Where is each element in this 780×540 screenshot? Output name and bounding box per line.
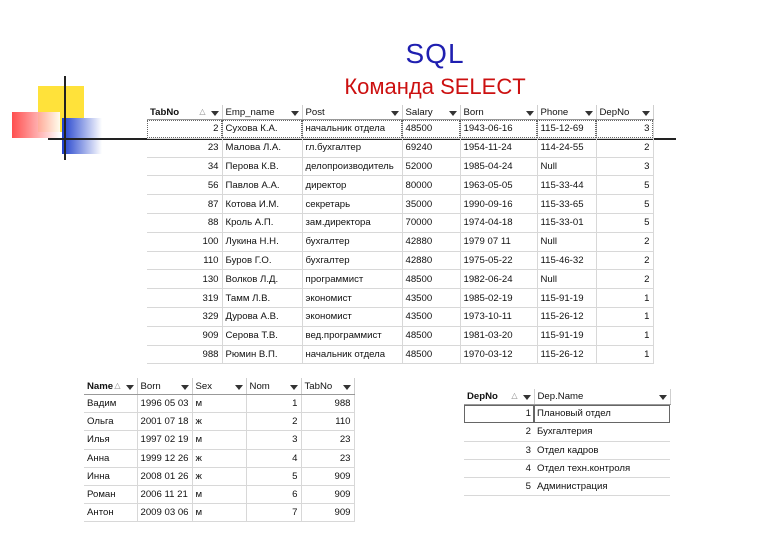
table-cell[interactable]: 1996 05 03 xyxy=(137,395,192,413)
table-cell[interactable]: Буров Г.О. xyxy=(222,251,302,270)
table-row[interactable] xyxy=(84,467,354,485)
table-row[interactable] xyxy=(464,423,670,441)
table-cell[interactable]: 1974-04-18 xyxy=(460,213,537,232)
column-label: Born xyxy=(140,380,161,392)
table-cell[interactable]: Роман xyxy=(84,485,137,503)
table-cell[interactable]: Null xyxy=(537,232,596,251)
table-row[interactable] xyxy=(147,138,653,157)
table-cell[interactable]: 115-46-32 xyxy=(537,251,596,270)
column-label: Post xyxy=(305,106,325,118)
people-header-tabno[interactable] xyxy=(301,378,354,395)
table-cell[interactable]: 329 xyxy=(147,307,222,326)
table-cell[interactable]: Перова К.В. xyxy=(222,157,302,176)
employees-table xyxy=(147,105,654,364)
table-cell[interactable]: ж xyxy=(192,413,246,431)
column-label: Phone xyxy=(540,106,569,118)
dropdown-arrow-icon[interactable] xyxy=(343,385,351,390)
table-cell[interactable]: 1975-05-22 xyxy=(460,251,537,270)
table-row[interactable] xyxy=(84,431,354,449)
dropdown-arrow-icon[interactable] xyxy=(526,111,534,116)
table-cell[interactable]: 23 xyxy=(301,431,354,449)
dropdown-arrow-icon[interactable] xyxy=(291,111,299,116)
table-cell[interactable]: Кроль А.П. xyxy=(222,213,302,232)
table-cell[interactable]: 2 xyxy=(147,120,222,139)
table-cell[interactable]: Null xyxy=(537,270,596,289)
table-row[interactable] xyxy=(147,213,653,232)
table-cell[interactable]: 110 xyxy=(301,413,354,431)
people-header-born[interactable] xyxy=(137,378,192,395)
dropdown-arrow-icon[interactable] xyxy=(449,111,457,116)
departments-table xyxy=(464,389,671,496)
table-cell[interactable]: 130 xyxy=(147,270,222,289)
table-cell[interactable]: Дурова А.В. xyxy=(222,307,302,326)
table-cell[interactable]: Павлов А.А. xyxy=(222,176,302,195)
table-cell[interactable]: 5 xyxy=(596,176,653,195)
table-cell[interactable]: 48500 xyxy=(402,345,460,364)
sort-icon[interactable]: △ xyxy=(199,106,206,116)
table-cell[interactable]: 988 xyxy=(147,345,222,364)
table-cell[interactable]: 1943-06-16 xyxy=(460,120,537,139)
employees-header-born[interactable] xyxy=(460,105,537,120)
table-cell[interactable]: 3 xyxy=(596,120,653,139)
table-row[interactable] xyxy=(147,232,653,251)
table-cell[interactable]: 42880 xyxy=(402,251,460,270)
column-label: Nom xyxy=(249,380,270,392)
table-cell[interactable]: 2008 01 26 xyxy=(137,467,192,485)
table-cell[interactable]: 2009 03 06 xyxy=(137,504,192,522)
table-cell[interactable]: 56 xyxy=(147,176,222,195)
table-cell[interactable]: 42880 xyxy=(402,232,460,251)
table-cell[interactable]: 43500 xyxy=(402,307,460,326)
table-cell[interactable]: 2001 07 18 xyxy=(137,413,192,431)
table-cell[interactable]: ж xyxy=(192,467,246,485)
table-cell[interactable]: бухгалтер xyxy=(302,251,402,270)
slide-subtitle: Команда SELECT xyxy=(344,74,526,99)
table-cell[interactable]: Плановый отдел xyxy=(534,405,670,423)
table-cell[interactable]: 4 xyxy=(464,459,534,477)
table-cell[interactable]: Рюмин В.П. xyxy=(222,345,302,364)
table-row[interactable] xyxy=(147,345,653,364)
table-cell[interactable]: 5 xyxy=(596,213,653,232)
table-cell[interactable]: 2 xyxy=(246,413,301,431)
dropdown-arrow-icon[interactable] xyxy=(659,395,667,400)
table-cell[interactable]: 2 xyxy=(464,423,534,441)
table-cell[interactable]: 115-33-65 xyxy=(537,195,596,214)
table-cell[interactable]: экономист xyxy=(302,289,402,308)
table-cell[interactable]: Отдел кадров xyxy=(534,441,670,459)
table-cell[interactable]: 34 xyxy=(147,157,222,176)
column-label: DepNo xyxy=(467,391,498,402)
table-row[interactable] xyxy=(147,251,653,270)
dropdown-arrow-icon[interactable] xyxy=(523,395,531,400)
table-cell[interactable]: ж xyxy=(192,449,246,467)
table-cell[interactable]: 35000 xyxy=(402,195,460,214)
table-row[interactable] xyxy=(84,485,354,503)
employees-header-post[interactable] xyxy=(302,105,402,120)
table-row[interactable] xyxy=(464,405,670,423)
table-cell[interactable]: Ольга xyxy=(84,413,137,431)
table-cell[interactable]: 909 xyxy=(301,504,354,522)
table-cell[interactable]: Малова Л.А. xyxy=(222,138,302,157)
table-cell[interactable]: 114-24-55 xyxy=(537,138,596,157)
table-cell[interactable]: 1970-03-12 xyxy=(460,345,537,364)
table-cell[interactable]: начальник отдела xyxy=(302,120,402,139)
sort-icon[interactable]: △ xyxy=(511,391,518,400)
table-cell[interactable]: 2 xyxy=(596,251,653,270)
table-cell[interactable]: 115-33-01 xyxy=(537,213,596,232)
employees-header-depno[interactable] xyxy=(596,105,653,120)
table-cell[interactable]: 1985-04-24 xyxy=(460,157,537,176)
dropdown-arrow-icon[interactable] xyxy=(126,385,134,390)
table-cell[interactable]: Бухгалтерия xyxy=(534,423,670,441)
table-cell[interactable]: 115-91-19 xyxy=(537,289,596,308)
table-cell[interactable]: Тамм Л.В. xyxy=(222,289,302,308)
table-cell[interactable]: м xyxy=(192,504,246,522)
table-cell[interactable]: 1 xyxy=(246,395,301,413)
people-table xyxy=(84,378,355,522)
table-cell[interactable]: 5 xyxy=(464,478,534,496)
dropdown-arrow-icon[interactable] xyxy=(181,385,189,390)
table-cell[interactable]: 3 xyxy=(596,157,653,176)
table-cell[interactable]: 1 xyxy=(596,289,653,308)
table-cell[interactable]: 115-33-44 xyxy=(537,176,596,195)
table-cell[interactable]: 23 xyxy=(301,449,354,467)
table-cell[interactable]: 48500 xyxy=(402,120,460,139)
table-cell[interactable]: 988 xyxy=(301,395,354,413)
slide-title: SQL xyxy=(405,38,465,69)
table-cell[interactable]: 100 xyxy=(147,232,222,251)
column-label: Emp_name xyxy=(225,106,275,118)
employees-header-salary[interactable] xyxy=(402,105,460,120)
employees-header-tabno[interactable] xyxy=(147,105,222,120)
table-row[interactable] xyxy=(147,307,653,326)
table-cell[interactable]: Котова И.М. xyxy=(222,195,302,214)
table-cell[interactable]: 1981-03-20 xyxy=(460,326,537,345)
column-label: Dep.Name xyxy=(537,391,584,402)
table-row[interactable] xyxy=(147,326,653,345)
table-cell[interactable]: 88 xyxy=(147,213,222,232)
dropdown-arrow-icon[interactable] xyxy=(235,385,243,390)
table-cell[interactable]: 1 xyxy=(596,326,653,345)
table-cell[interactable]: секретарь xyxy=(302,195,402,214)
employees-header-emp-name[interactable] xyxy=(222,105,302,120)
table-cell[interactable]: 4 xyxy=(246,449,301,467)
table-cell[interactable]: Волков Л.Д. xyxy=(222,270,302,289)
table-cell[interactable]: Серова Т.В. xyxy=(222,326,302,345)
table-cell[interactable]: 115-26-12 xyxy=(537,345,596,364)
table-cell[interactable]: 2 xyxy=(596,232,653,251)
table-cell[interactable]: 110 xyxy=(147,251,222,270)
column-label: TabNo xyxy=(150,106,180,118)
table-cell[interactable]: гл.бухгалтер xyxy=(302,138,402,157)
table-cell[interactable]: зам.директора xyxy=(302,213,402,232)
table-row[interactable] xyxy=(147,120,653,139)
table-cell[interactable]: 6 xyxy=(246,485,301,503)
table-cell[interactable]: 69240 xyxy=(402,138,460,157)
table-cell[interactable]: 7 xyxy=(246,504,301,522)
table-cell[interactable]: Инна xyxy=(84,467,137,485)
dropdown-arrow-icon[interactable] xyxy=(290,385,298,390)
table-cell[interactable]: 1 xyxy=(464,405,534,423)
table-row[interactable] xyxy=(147,157,653,176)
dropdown-arrow-icon[interactable] xyxy=(642,111,650,116)
table-cell[interactable]: 1997 02 19 xyxy=(137,431,192,449)
table-cell[interactable]: 52000 xyxy=(402,157,460,176)
table-row[interactable] xyxy=(464,441,670,459)
column-label: TabNo xyxy=(304,380,333,392)
table-cell[interactable]: 70000 xyxy=(402,213,460,232)
table-cell[interactable]: Анна xyxy=(84,449,137,467)
people-header-name[interactable] xyxy=(84,378,137,395)
table-cell[interactable]: Отдел техн.контроля xyxy=(534,459,670,477)
table-cell[interactable]: вед.программист xyxy=(302,326,402,345)
table-cell[interactable]: 115-91-19 xyxy=(537,326,596,345)
column-label: Salary xyxy=(405,106,433,118)
table-cell[interactable]: Null xyxy=(537,157,596,176)
table-cell[interactable]: 1979 07 11 xyxy=(460,232,537,251)
table-cell[interactable]: делопроизводитель xyxy=(302,157,402,176)
table-cell[interactable]: 1 xyxy=(596,307,653,326)
table-cell[interactable]: 2 xyxy=(596,138,653,157)
table-cell[interactable]: 5 xyxy=(246,467,301,485)
column-label: Sex xyxy=(195,380,213,392)
column-label: DepNo xyxy=(599,106,630,118)
table-cell[interactable]: 2 xyxy=(596,270,653,289)
departments-header-dep-name[interactable] xyxy=(534,389,670,405)
table-cell[interactable]: 909 xyxy=(147,326,222,345)
table-cell[interactable]: 48500 xyxy=(402,326,460,345)
table-cell[interactable]: м xyxy=(192,431,246,449)
table-cell[interactable]: 1982-06-24 xyxy=(460,270,537,289)
decor-red-square xyxy=(12,112,60,138)
table-cell[interactable]: 1954-11-24 xyxy=(460,138,537,157)
table-cell[interactable]: 48500 xyxy=(402,270,460,289)
table-row[interactable] xyxy=(464,478,670,496)
table-row[interactable] xyxy=(147,270,653,289)
table-cell[interactable]: 909 xyxy=(301,485,354,503)
column-label: Born xyxy=(463,106,484,118)
table-cell[interactable]: 3 xyxy=(464,441,534,459)
table-cell[interactable]: Администрация xyxy=(534,478,670,496)
table-cell[interactable]: 1999 12 26 xyxy=(137,449,192,467)
table-cell[interactable]: 80000 xyxy=(402,176,460,195)
table-cell[interactable]: бухгалтер xyxy=(302,232,402,251)
table-cell[interactable]: 43500 xyxy=(402,289,460,308)
table-cell[interactable]: 1963-05-05 xyxy=(460,176,537,195)
table-cell[interactable]: м xyxy=(192,485,246,503)
table-row[interactable] xyxy=(84,449,354,467)
table-cell[interactable]: директор xyxy=(302,176,402,195)
dropdown-arrow-icon[interactable] xyxy=(391,111,399,116)
dropdown-arrow-icon[interactable] xyxy=(211,111,219,116)
table-cell[interactable]: 1 xyxy=(596,345,653,364)
table-cell[interactable]: 2006 11 21 xyxy=(137,485,192,503)
table-cell[interactable]: Вадим xyxy=(84,395,137,413)
table-row[interactable] xyxy=(84,504,354,522)
table-cell[interactable]: экономист xyxy=(302,307,402,326)
people-header-nom[interactable] xyxy=(246,378,301,395)
table-row[interactable] xyxy=(147,195,653,214)
table-cell[interactable]: программист xyxy=(302,270,402,289)
table-cell[interactable]: м xyxy=(192,395,246,413)
table-cell[interactable]: 87 xyxy=(147,195,222,214)
decor-blue-square xyxy=(62,118,102,154)
dropdown-arrow-icon[interactable] xyxy=(585,111,593,116)
table-cell[interactable]: 1990-09-16 xyxy=(460,195,537,214)
table-row[interactable] xyxy=(84,413,354,431)
people-header-sex[interactable] xyxy=(192,378,246,395)
sort-icon[interactable]: △ xyxy=(114,380,121,390)
table-cell[interactable]: 5 xyxy=(596,195,653,214)
table-cell[interactable]: 3 xyxy=(246,431,301,449)
table-cell[interactable]: 115-26-12 xyxy=(537,307,596,326)
table-row[interactable] xyxy=(84,395,354,413)
table-cell[interactable]: 1985-02-19 xyxy=(460,289,537,308)
table-cell[interactable]: 909 xyxy=(301,467,354,485)
table-cell[interactable]: Лукина Н.Н. xyxy=(222,232,302,251)
table-cell[interactable]: 23 xyxy=(147,138,222,157)
table-cell[interactable]: 115-12-69 xyxy=(537,120,596,139)
table-cell[interactable]: 1973-10-11 xyxy=(460,307,537,326)
table-row[interactable] xyxy=(464,459,670,477)
column-label: Name xyxy=(87,380,114,392)
table-row[interactable] xyxy=(147,289,653,308)
table-row[interactable] xyxy=(147,176,653,195)
table-cell[interactable]: Илья xyxy=(84,431,137,449)
table-cell[interactable]: начальник отдела xyxy=(302,345,402,364)
table-cell[interactable]: Сухова К.А. xyxy=(222,120,302,139)
table-cell[interactable]: 319 xyxy=(147,289,222,308)
table-cell[interactable]: Антон xyxy=(84,504,137,522)
employees-header-phone[interactable] xyxy=(537,105,596,120)
departments-header-depno[interactable] xyxy=(464,389,534,405)
